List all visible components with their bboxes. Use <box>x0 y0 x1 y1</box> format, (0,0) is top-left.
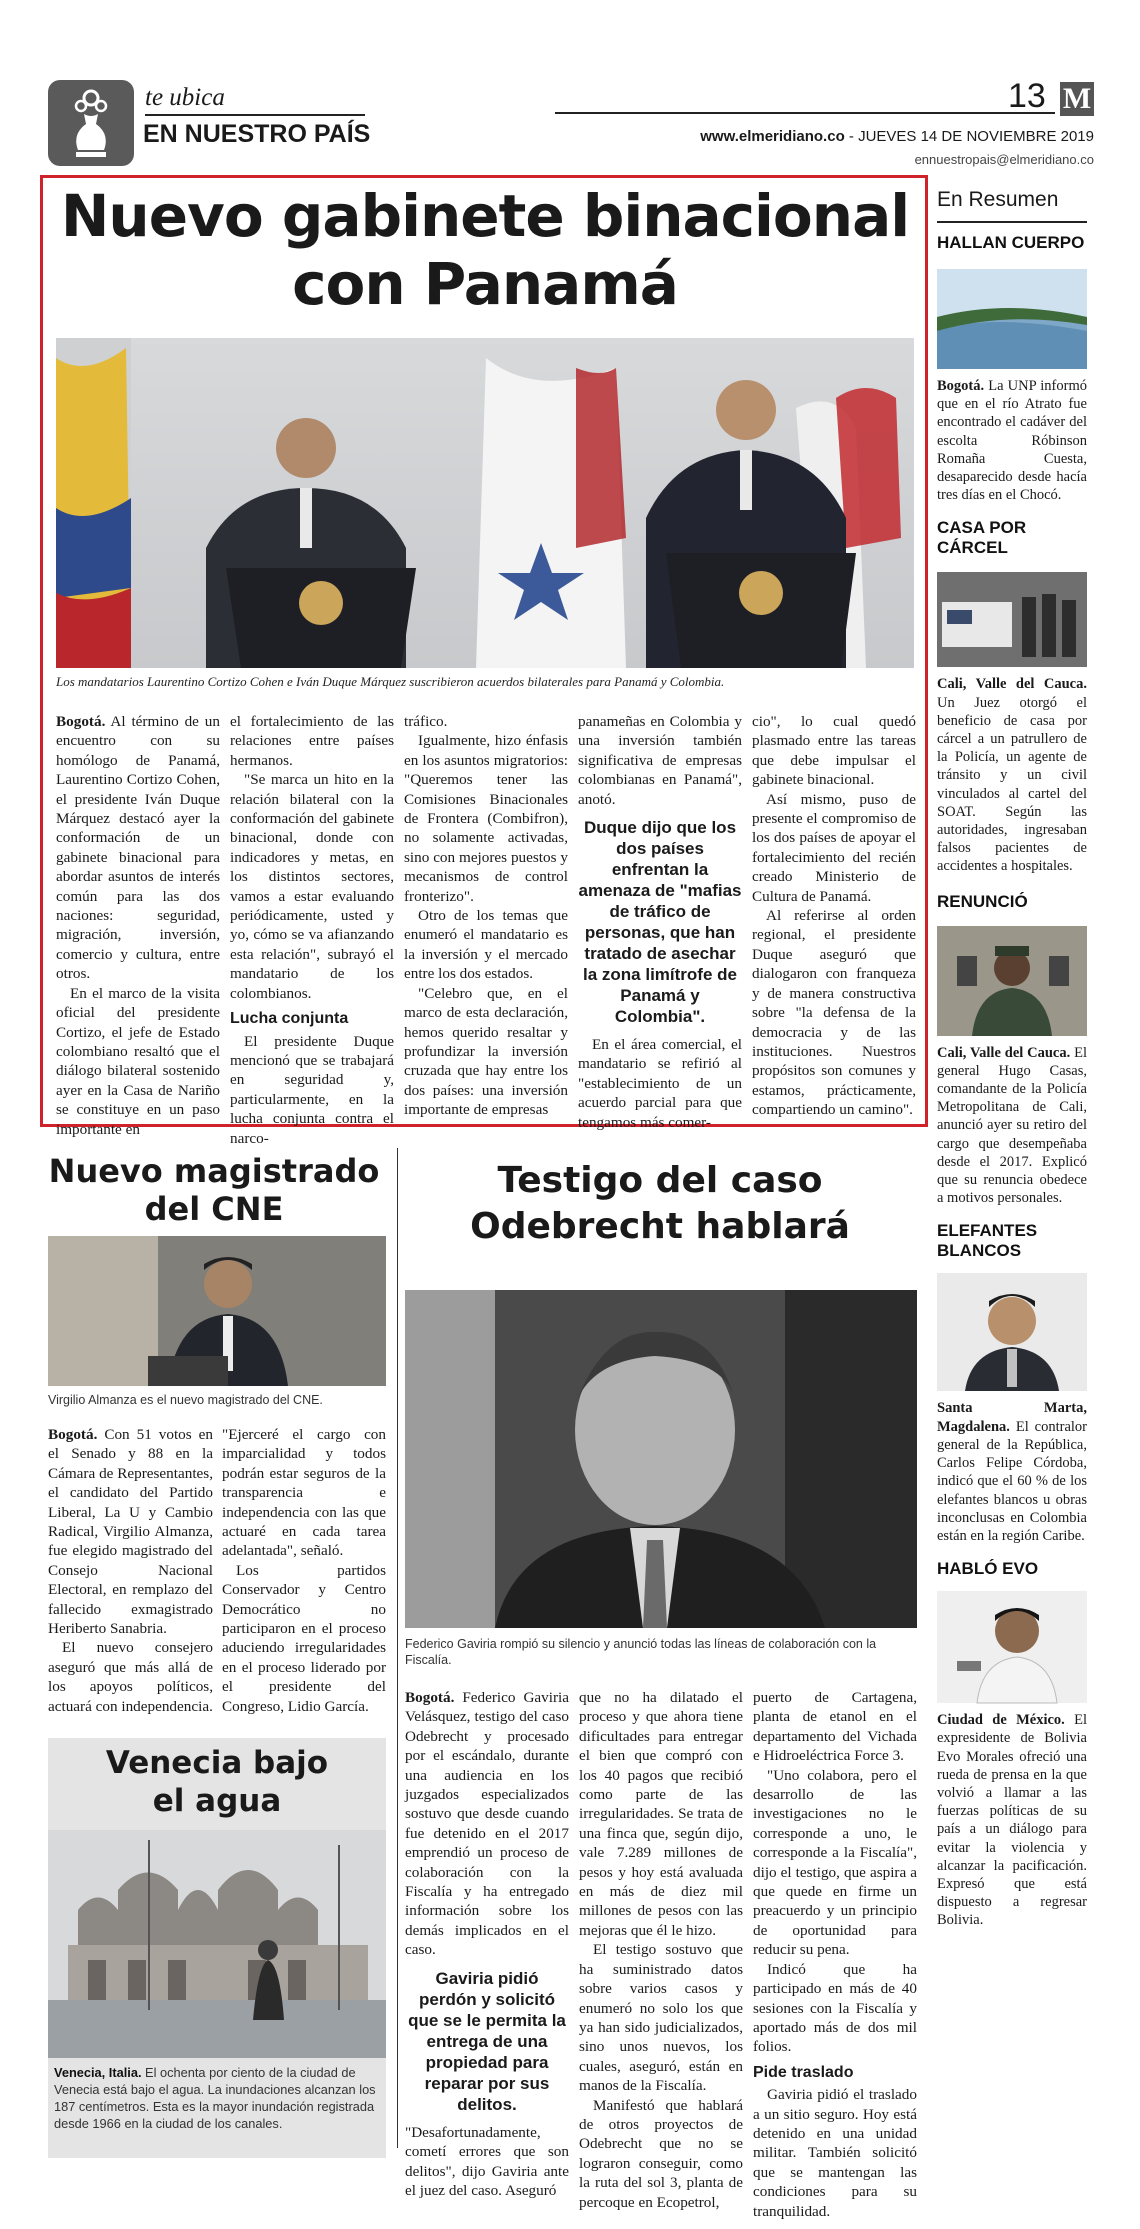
police-general-photo <box>937 926 1087 1036</box>
sidebar <box>937 175 1087 2165</box>
cne-dateline: Bogotá. <box>48 1426 98 1443</box>
main-col-3 <box>404 712 568 1119</box>
main-col-2 <box>230 712 394 1147</box>
odebrecht-col-2 <box>579 1688 743 2211</box>
sidebar-dateline: Ciudad de México. <box>937 1712 1065 1729</box>
evo-morales-photo <box>937 1591 1087 1703</box>
venecia-headline: Venecia bajo el agua <box>105 1745 329 1819</box>
main-text: Otro de los temas que enumeró el mandatario es la inversión y el mercado entre los dos estados. <box>404 907 568 983</box>
magistrate-photo <box>48 1236 386 1386</box>
main-pull-quote: Duque dijo que los dos países enfrentan la amenaza de "mafias de tráfico de personas, que han tratado de asechar la zona limítrofe de Panamá y Colombia". <box>578 818 742 1027</box>
magistrate-caption: Virgilio Almanza es el nuevo magistrado del CNE. <box>48 1393 323 1407</box>
odebrecht-dateline: Bogotá. <box>405 1689 455 1706</box>
main-subhead: Lucha conjunta <box>230 1010 349 1028</box>
vase-icon <box>48 80 134 166</box>
main-text: tráfico. <box>404 713 448 730</box>
email-link[interactable]: ennuestropais@elmeridiano.co <box>914 152 1094 167</box>
top-rule <box>555 112 1055 114</box>
cne-text: "Ejerceré el cargo con imparcialidad y todos podrán estar seguros de la transparencia e independencia con las que actuaré en cada tarea adelantada", señaló. <box>222 1426 386 1560</box>
logo-letter: M <box>1062 82 1092 115</box>
sidebar-item-text <box>937 377 1087 504</box>
odebrecht-text: Gaviria pidió el traslado a un sitio seguro. Hoy está detenido en una unidad militar. También solicitó que se mantengan las condiciones para su tranquilidad. <box>753 2086 917 2220</box>
sidebar-item-head: RENUNCIÓ <box>937 891 1028 911</box>
cne-text: El nuevo consejero aseguró que más allá de los apoyos políticos, actuará con independencia. <box>48 1639 213 1715</box>
sidebar-body: El expresidente de Bolivia Evo Morales ofreció una rueda de prensa en la que volvió a llamar a las fuerzas políticas de su país a un diálogo para evitar la violencia y alcanzar la pacificación. Expresó que está dispuesto a regresar Bolivia. <box>937 1712 1088 1929</box>
section-main-label: EN NUESTRO PAÍS <box>143 120 371 148</box>
odebrecht-headline: Testigo del caso Odebrecht hablará <box>470 1160 850 1247</box>
cne-col-1 <box>48 1425 213 1715</box>
odebrecht-pull-quote: Gaviria pidió perdón y solicitó que se le permita la entrega de una propiedad para reparar por sus delitos. <box>408 1968 566 2114</box>
main-text: Al término de un encuentro con su homólogo de Panamá, Laurentino Cortizo Cohen, el presidente Iván Duque Márquez destacó ayer la conformación de un gabinete binacional para abordar asuntos de interés común para las dos naciones: seguridad, migración, inversión, comercio y cultura, entre otros. <box>56 713 220 983</box>
column-divider <box>397 1148 398 2148</box>
ambulance-photo <box>937 572 1087 667</box>
odebrecht-text: Federico Gaviria Velásquez, testigo del caso Odebrecht y procesado por el escándalo, durante una audiencia en los juzgados especializados sostuvo que desde cuando fue detenido en el 2017 emprendió un proceso de colaboración con la Fiscalía y ha entregado información sobre los demás implicados en el caso. <box>405 1689 569 1959</box>
main-col-4 <box>578 712 742 1131</box>
header-rule <box>145 114 365 116</box>
section-logo <box>48 80 134 166</box>
main-col-5 <box>752 712 916 1119</box>
sidebar-item-text <box>937 1399 1087 1545</box>
cne-text: Los partidos Conservador y Centro Democrático no participaron en el proceso aduciendo irregularidades en el proceso liderado por el presidente del Congreso, Lidio García. <box>222 1561 386 1715</box>
main-headline: Nuevo gabinete binacional con Panamá <box>60 182 910 318</box>
main-text: En el área comercial, el mandatario se refirió al "establecimiento de un acuerdo parcial para que tengamos más comer- <box>578 1036 742 1131</box>
odebrecht-col-1 <box>405 1688 569 2199</box>
sidebar-item-head: ELEFANTES BLANCOS <box>937 1221 1038 1261</box>
sidebar-dateline: Santa Marta, Magdalena. <box>937 1400 1087 1435</box>
sidebar-item-head: HABLÓ EVO <box>937 1559 1039 1579</box>
sidebar-body: La UNP informó que en el río Atrato fue encontrado el cadáver del escolta Róbinson Romaña Cuesta, desaparecido desde hacía tres días en el Chocó. <box>937 378 1087 504</box>
main-text: Al referirse al orden regional, el presidente Duque aseguró que dialogaron con franqueza y de manera constructiva sobre "la defensa de la democracia y de las instituciones. Nuestros propósitos son comunes y estamos, prácticamente, compartiendo un camino". <box>752 907 916 1119</box>
gaviria-caption: Federico Gaviria rompió su silencio y anunció todas las líneas de colaboración con la Fiscalía. <box>405 1637 877 1667</box>
contralor-photo <box>937 1273 1087 1391</box>
venice-flood-photo <box>48 1830 386 2058</box>
cne-col-2 <box>222 1425 386 1715</box>
sidebar-body: Un Juez otorgó el beneficio de casa por cárcel a un patrullero de la Policía, un agente de tránsito y un civil vinculados al cartel del SOAT. Según las autoridades, ingresaban falsos pacientes de accidentes a hospitales. <box>937 694 1087 875</box>
main-text: Así mismo, puso de presente el compromiso de los dos países de apoyar el fortalecimiento del recién creado Ministerio de Cultura de Panamá. <box>752 790 916 905</box>
sidebar-rule <box>937 221 1087 223</box>
sidebar-item-text <box>937 1711 1087 1929</box>
sidebar-item-text <box>937 675 1087 875</box>
odebrecht-text: Indicó que ha participado en más de 40 sesiones con la Fiscalía y aportado más de dos mil folios. <box>753 1960 917 2056</box>
main-text: el fortalecimiento de las relaciones entre países hermanos. <box>230 713 394 769</box>
main-text: En el marco de la visita oficial del presidente Cortizo, el jefe de Estado colombiano resaltó que el diálogo bilateral sostenido ayer en la Casa de Nariño se constituye en un paso importante en <box>56 984 220 1138</box>
odebrecht-text: "Desafortunadamente, cometí errores que son delitos", dijo Gaviria ante el juez del caso. Aseguró <box>405 2123 569 2199</box>
date-line <box>700 128 1094 145</box>
main-photo-caption: Los mandatarios Laurentino Cortizo Cohen e Iván Duque Márquez suscribieron acuerdos bilaterales para Panamá y Colombia. <box>56 674 725 689</box>
sidebar-dateline: Bogotá. <box>937 378 985 394</box>
odebrecht-subhead: Pide traslado <box>753 2063 854 2081</box>
gaviria-photo <box>405 1290 917 1628</box>
sidebar-item-text <box>937 1044 1087 1208</box>
main-text: "Se marca un hito en la relación bilateral con la conformación del gabinete binacional, donde con indicadores y metas, en los distintos sectores, vamos a estar evaluando periódicamente, usted y yo, cómo se va afianzando esta relación", subrayó el mandatario de los colombianos. <box>230 771 394 1002</box>
odebrecht-text: "Uno colabora, pero el desarrollo de las investigaciones no le corresponde a uno, le corresponde a la Fiscalía", dijo el testigo, que aspira a que quede en firme un preacuerdo y un principio de oportunidad para reducir su pena. <box>753 1766 917 1959</box>
main-text: Igualmente, hizo énfasis en los asuntos migratorios: "Queremos tener las Comisiones Binacionales de Frontera (Combifron), no solamente activadas, sino con mejores puestos y mecanismos de control fronterizo". <box>404 732 568 905</box>
cne-headline: Nuevo magistrado del CNE <box>48 1152 380 1228</box>
odebrecht-col-3 <box>753 1688 917 2220</box>
cne-text: Con 51 votos en el Senado y 88 en la Cámara de Representantes, el candidato del Partido Liberal, La U y Cambio Radical, Virgilio Almanza, fue elegido magistrado del Consejo Nacional Electoral, en remplazo del fallecido exmagistrado Heriberto Sanabria. <box>48 1426 213 1638</box>
venecia-caption-text: El ochenta por ciento de la ciudad de Venecia está bajo el agua. La inundaciones alcanzan los 187 centímetros. Esta es la mayor inundación registrada desde 1966 en la ciudad de los canales. <box>54 2065 376 2131</box>
page-number: 13 <box>1008 77 1046 115</box>
sidebar-item-head: CASA POR CÁRCEL <box>937 518 1027 558</box>
main-text: panameñas en Colombia y una inversión también significativa de empresas colombianas en Panamá", anotó. <box>578 713 742 808</box>
site-url[interactable]: www.elmeridiano.co <box>700 128 845 145</box>
sidebar-title: En Resumen <box>937 188 1059 211</box>
odebrecht-text: que no ha dilatado el proceso y que ahora tiene dificultades para entregar el bien que compró con los 40 pagos que recibió como parte de las irregularidades. Se trata de una finca que, según dijo, vale 7.289 millones de pesos y hoy está avaluada en más de diez mil millones de pesos con las mejoras que él le hizo. <box>579 1689 743 1939</box>
main-text: cio", lo cual quedó plasmado entre las tareas que debe impulsar el gabinete binacional. <box>752 713 916 789</box>
sidebar-item-head: HALLAN CUERPO <box>937 233 1085 252</box>
sidebar-dateline: Cali, Valle del Cauca. <box>937 676 1087 693</box>
main-text: "Celebro que, en el marco de esta declaración, hemos querido resaltar y profundizar la inversión cruzada que hay entre los dos países: una inversión importante de empresas <box>404 984 568 1119</box>
odebrecht-text: puerto de Cartagena, planta de etanol en el departamento del Vichada e Hidroeléctrica Force 3. <box>753 1689 917 1765</box>
presidents-photo <box>56 338 914 668</box>
sidebar-dateline: Cali, Valle del Cauca. <box>937 1044 1071 1061</box>
odebrecht-text: El testigo sostuvo que ha suministrado datos sobre varios casos y enumeró no solo los que ya han sido judicializados, sino unos nuevos, los cuales, aseguró, están en manos de la Fiscalía. <box>579 1941 743 2095</box>
river-photo <box>937 269 1087 369</box>
sidebar-body: El general Hugo Casas, comandante de la Policía Metropolitana de Cali, anunció ayer su retiro del cargo que desempeñaba desde el 2017. Explicó que su renuncia obedece a motivos personales. <box>937 1044 1087 1207</box>
venecia-dateline: Venecia, Italia. <box>54 2065 142 2080</box>
venecia-caption <box>54 2064 382 2132</box>
odebrecht-text: Manifestó que hablará de otros proyectos de Odebrecht que no se lograron conseguir, como la ruta del sol 3, planta de percoque en Ecopetrol, <box>579 2096 743 2211</box>
main-text: El presidente Duque mencionó que se trabajará en seguridad y, particularmente, en la lucha conjunta contra el narco- <box>230 1032 394 1147</box>
main-dateline: Bogotá. <box>56 713 106 730</box>
sidebar-body: El contralor general de la República, Carlos Felipe Córdoba, indicó que el 60 % de los elefantes blancos u obras inconclusas en Colombia están en la región Caribe. <box>937 1418 1087 1544</box>
main-col-1 <box>56 712 220 1138</box>
logo-mark <box>1060 82 1094 116</box>
section-top-label: te ubica <box>145 84 225 111</box>
issue-date: - JUEVES 14 DE NOVIEMBRE 2019 <box>844 128 1094 145</box>
